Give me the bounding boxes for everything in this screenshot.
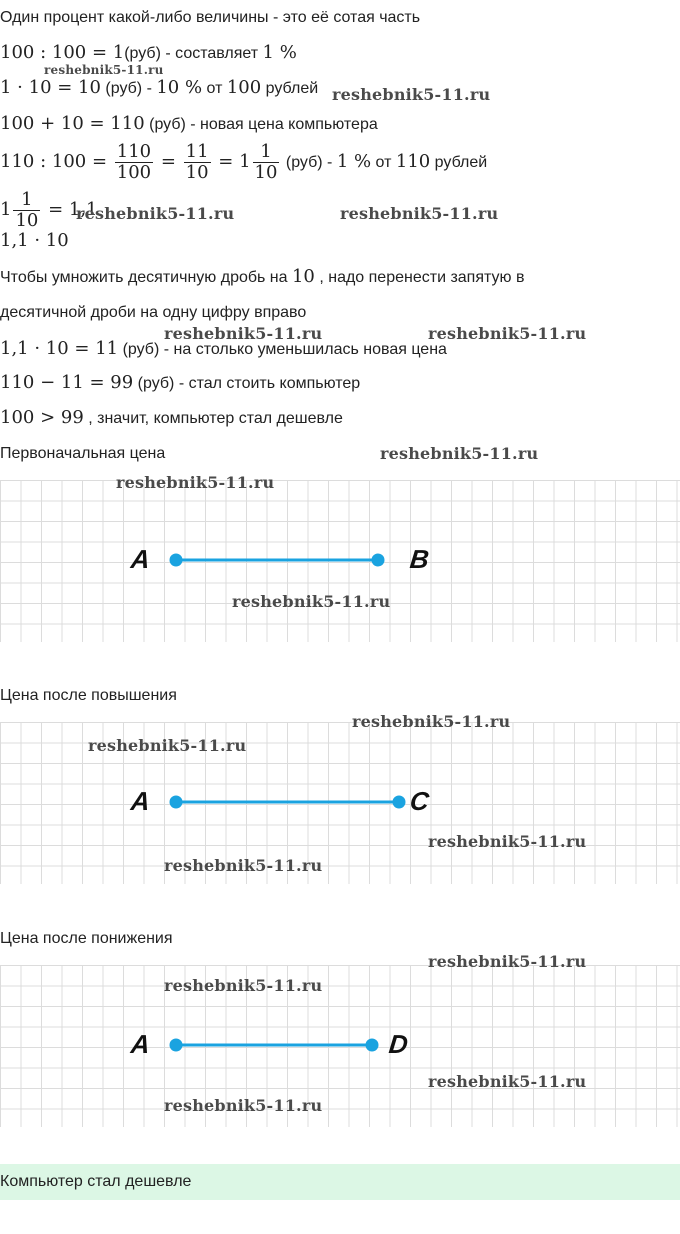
point-a-label: A	[129, 786, 152, 816]
math-expr: 100 > 99	[0, 407, 84, 428]
grid-lowered	[0, 965, 680, 1127]
math-expr: 110 : 100 =	[0, 151, 113, 172]
watermark: reshebnik5-11.ru	[164, 324, 323, 343]
watermark: reshebnik5-11.ru	[380, 444, 539, 463]
math-expr: 100 + 10 = 110	[0, 113, 145, 134]
math-expr: = 1,1	[42, 199, 98, 220]
line-comparison	[0, 408, 343, 429]
watermark: reshebnik5-11.ru	[88, 736, 247, 755]
segment-ad	[0, 965, 680, 1127]
section-title-raised: Цена после повышения	[0, 687, 177, 704]
numerator: 1	[13, 190, 40, 211]
math-expr: 110 − 11 = 99	[0, 372, 134, 393]
text: (руб) -	[281, 154, 337, 171]
denominator: 100	[116, 162, 152, 184]
watermark: reshebnik5-11.ru	[428, 952, 587, 971]
watermark: reshebnik5-11.ru	[352, 712, 511, 731]
section-title-original: Первоначальная цена	[0, 445, 166, 462]
watermark: reshebnik5-11.ru	[44, 63, 164, 77]
math-number: 100	[226, 77, 262, 98]
text: (руб) - новая цена компьютера	[144, 116, 378, 133]
watermark: reshebnik5-11.ru	[428, 1072, 587, 1091]
point-b-label: B	[408, 544, 431, 574]
math-percent: 1 %	[262, 42, 297, 63]
watermark: reshebnik5-11.ru	[232, 592, 391, 611]
text: , надо перенести запятую в	[314, 269, 525, 286]
line-one-percent-of-110	[0, 140, 487, 185]
line-one-percent	[0, 43, 297, 64]
math-whole: 1	[0, 199, 12, 220]
text-percent-definition: Один процент какой-либо величины - это её сотая часть	[0, 9, 421, 26]
fraction-110-100	[115, 142, 153, 183]
math-eq: =	[155, 151, 182, 172]
watermark: reshebnik5-11.ru	[164, 976, 323, 995]
line-rule-2: десятичной дроби на одну цифру вправо	[0, 304, 307, 321]
line-final-price	[0, 373, 360, 394]
denominator: 10	[254, 162, 278, 184]
math-number: 10	[291, 266, 315, 287]
grid-original	[0, 480, 680, 642]
text: Чтобы умножить десятичную дробь на	[0, 269, 292, 286]
point-a-label: A	[129, 1029, 152, 1059]
watermark: reshebnik5-11.ru	[164, 1096, 323, 1115]
fraction-1-10	[13, 190, 40, 231]
line-rule-1	[0, 267, 524, 288]
fraction-1-10	[253, 142, 280, 183]
text: (руб) -	[100, 80, 157, 97]
text: рублей	[430, 154, 488, 171]
point-c-label: C	[408, 786, 431, 816]
point-a-label: A	[129, 544, 152, 574]
math-percent: 1 %	[336, 151, 372, 172]
text: (руб) - составляет	[124, 45, 263, 62]
text: от	[202, 80, 227, 97]
math-percent: 10 %	[156, 77, 203, 98]
line-product	[0, 231, 69, 252]
math-expr: 100 : 100 = 1	[0, 42, 125, 63]
watermark: reshebnik5-11.ru	[428, 324, 587, 343]
fraction-11-10	[184, 142, 211, 183]
math-eq: = 1	[212, 151, 251, 172]
watermark: reshebnik5-11.ru	[428, 832, 587, 851]
line-new-price	[0, 114, 378, 135]
numerator: 110	[116, 141, 152, 163]
watermark: reshebnik5-11.ru	[332, 85, 491, 104]
watermark: reshebnik5-11.ru	[340, 204, 499, 223]
math-expr: 1,1 · 10 = 11	[0, 338, 119, 359]
watermark: reshebnik5-11.ru	[76, 204, 235, 223]
numerator: 1	[253, 142, 280, 163]
denominator: 10	[15, 210, 39, 232]
text: (руб) - стал стоить компьютер	[133, 375, 361, 392]
answer-box: Компьютер стал дешевле	[0, 1164, 680, 1200]
text: (руб) - на столько уменьшилась новая цена	[118, 341, 447, 358]
segment-ab	[0, 480, 680, 642]
text: рублей	[261, 80, 319, 97]
text: от	[371, 154, 396, 171]
line-ten-percent	[0, 78, 318, 99]
denominator: 10	[185, 162, 209, 184]
section-title-lowered: Цена после понижения	[0, 930, 173, 947]
watermark: reshebnik5-11.ru	[164, 856, 323, 875]
math-expr: 1 · 10 = 10	[0, 77, 101, 98]
math-number: 110	[395, 151, 431, 172]
text: , значит, компьютер стал дешевле	[83, 410, 343, 427]
point-d-label: D	[387, 1029, 410, 1059]
numerator: 11	[185, 141, 209, 163]
math-expr: 1,1 · 10	[0, 230, 69, 251]
watermark: reshebnik5-11.ru	[116, 473, 275, 492]
